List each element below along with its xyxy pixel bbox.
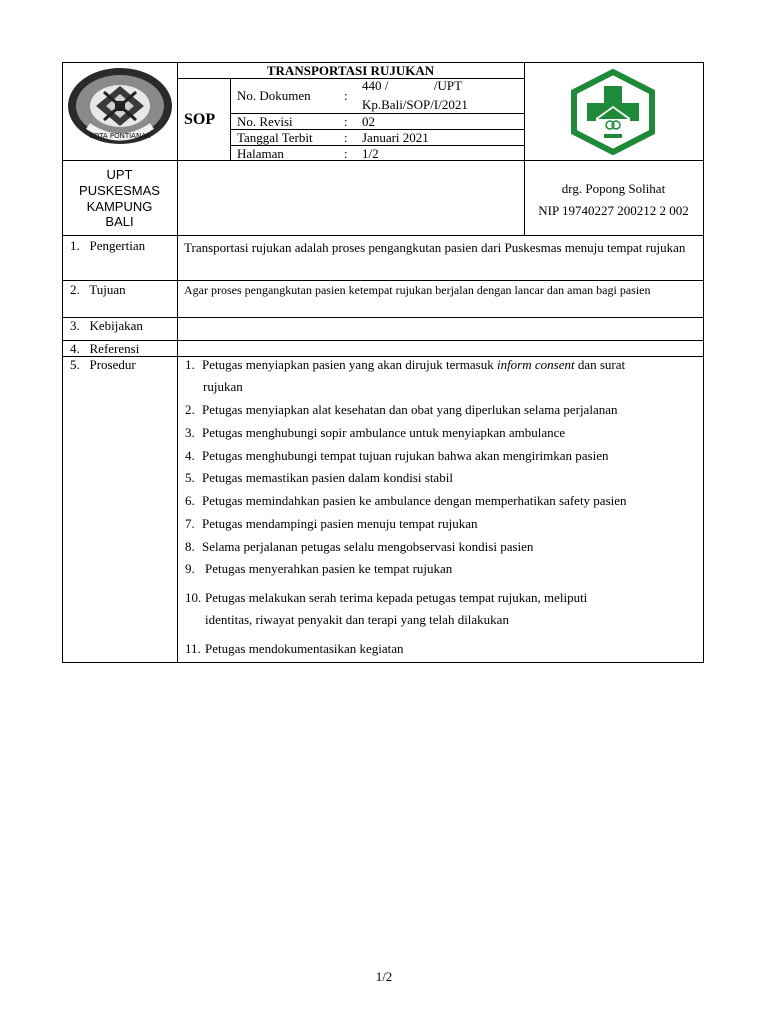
field-value-tanggal-terbit: Januari 2021 [362,130,429,145]
divider-v3 [230,78,231,161]
field-value-halaman: 1/2 [362,146,379,161]
field-sep-halaman: : [344,146,348,161]
field-sep-no-dokumen: : [344,88,348,103]
procedure-step-text: Selama perjalanan petugas selalu mengobservasi kondisi pasien [202,539,534,554]
kota-pontianak-emblem [66,66,174,146]
procedure-step-text: Petugas menghubungi sopir ambulance untuk menyiapkan ambulance [202,425,566,440]
document-title: TRANSPORTASI RUJUKAN [266,63,435,78]
procedure-step-num: 4. [185,448,195,463]
org-line-3: KAMPUNG [86,199,153,214]
field-sep-no-revisi: : [344,114,348,129]
procedure-step-text: Petugas mendokumentasikan kegiatan [205,641,404,656]
field-label-no-dokumen: No. Dokumen [237,88,311,103]
page-number: 1/2 [375,969,393,984]
border-left [62,62,63,663]
procedure-list [184,356,702,661]
divider-h-org [62,235,704,236]
procedure-step-text-line2: identitas, riwayat penyakit dan terapi yang telah dilakukan [205,612,509,627]
procedure-step-text: Petugas memastikan pasien dalam kondisi stabil [202,470,453,485]
field-value-no-dokumen-2: Kp.Bali/SOP/I/2021 [362,97,468,112]
signatory-nip: NIP 19740227 200212 2 002 [538,203,689,218]
divider-h-1 [62,280,704,281]
puskesmas-logo [568,68,658,156]
sop-label: SOP [184,111,216,128]
svg-text:KOTA PONTIANAK: KOTA PONTIANAK [89,132,151,140]
procedure-step-text: Petugas menyerahkan pasien ke tempat rujukan [205,561,453,576]
field-label-no-revisi: No. Revisi [237,114,293,129]
procedure-step-text: Petugas mendampingi pasien menuju tempat rujukan [202,516,478,531]
divider-h-title [177,78,524,79]
procedure-step-num: 5. [185,470,195,485]
procedure-step-num: 3. [185,425,195,440]
border-right [703,62,704,663]
procedure-step-num: 1. [185,357,195,372]
procedure-step-num: 6. [185,493,195,508]
procedure-step-num: 9. [185,561,195,576]
section-text-tujuan: Agar proses pengangkutan pasien ketempat rujukan berjalan dengan lancar dan aman bagi pasien [184,283,651,297]
org-line-4: BALI [105,214,134,229]
procedure-step-text: Petugas melakukan serah terima kepada petugas tempat rujukan, meliputi [205,590,588,605]
section-label-prosedur: 5. Prosedur [70,357,136,372]
org-line-1: UPT [106,167,133,182]
field-sep-tanggal-terbit: : [344,130,348,145]
procedure-step-text: Petugas menyiapkan pasien yang akan dirujuk termasuk inform consent dan surat [202,357,626,372]
procedure-step-num: 7. [185,516,195,531]
procedure-step-text: Petugas memindahkan pasien ke ambulance dengan memperhatikan safety pasien [202,493,627,508]
divider-h-2 [62,317,704,318]
procedure-step-num: 8. [185,539,195,554]
section-label-tujuan: 2. Tujuan [70,282,126,297]
signatory-name: drg. Popong Solihat [561,181,666,196]
procedure-step-num: 11. [185,641,201,656]
procedure-step-text: Petugas menghubungi tempat tujuan rujukan bahwa akan mengirimkan pasien [202,448,609,463]
divider-h-header [62,160,704,161]
field-label-tanggal-terbit: Tanggal Terbit [237,130,313,145]
section-label-kebijakan: 3. Kebijakan [70,318,143,333]
field-value-no-revisi: 02 [362,114,375,129]
procedure-step-num: 2. [185,402,195,417]
section-label-referensi: 4. Referensi [70,341,140,356]
divider-h-3 [62,340,704,341]
procedure-step-text-line2: rujukan [203,379,243,394]
field-value-no-dokumen-1: 440 / /UPT [362,78,463,93]
procedure-step-text: Petugas menyiapkan alat kesehatan dan obat yang diperlukan selama perjalanan [202,402,618,417]
field-label-halaman: Halaman [237,146,284,161]
section-text-pengertian: Transportasi rujukan adalah proses pengangkutan pasien dari Puskesmas menuju tempat rujukan [184,240,686,255]
procedure-step-num: 10. [185,590,202,605]
section-label-pengertian: 1. Pengertian [70,238,146,253]
divider-v1 [177,62,178,663]
border-bottom [62,662,704,663]
org-line-2: PUSKESMAS [79,183,160,198]
